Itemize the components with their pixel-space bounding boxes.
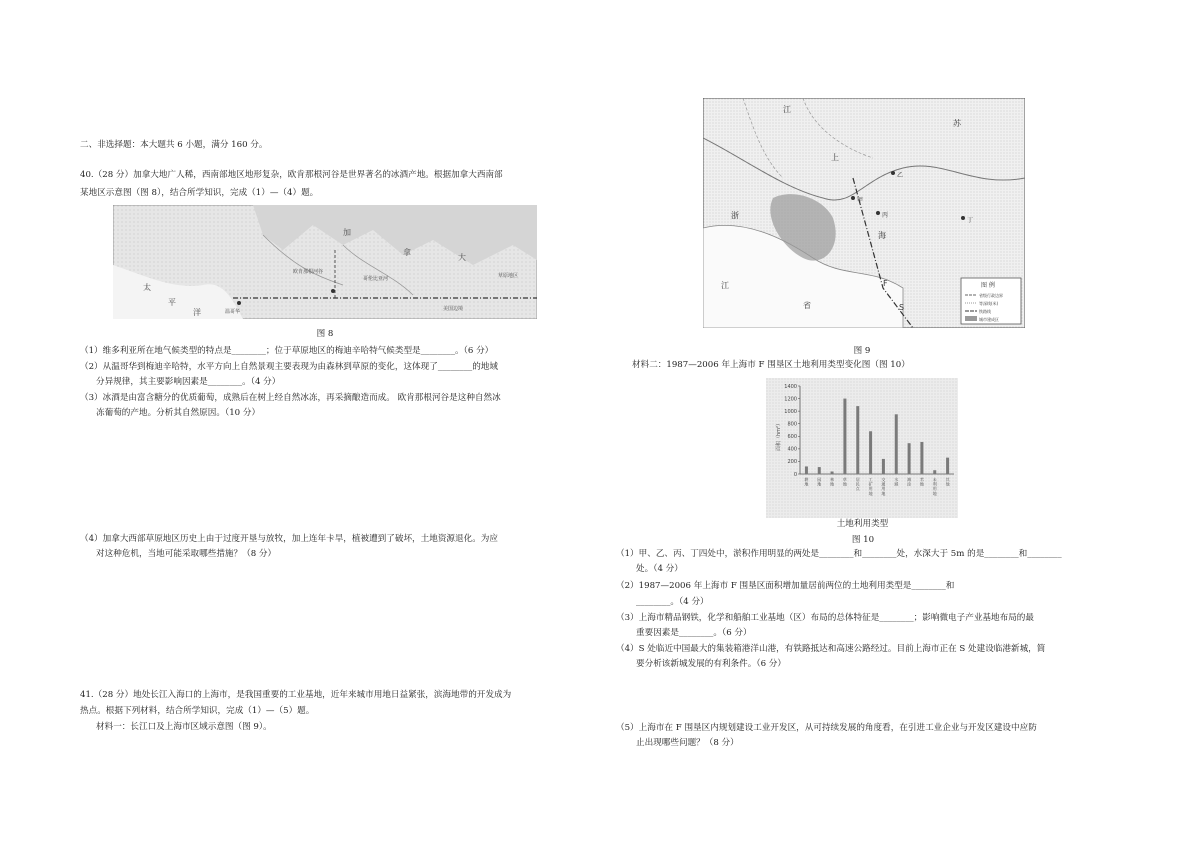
map9-hai: 海 xyxy=(878,231,886,240)
q41-intro-1: 41.（28 分）地处长江入海口的上海市，是我国重要的工业基地，近年来城市用地日益紧张，滨海地带的开发成为 xyxy=(80,690,512,700)
bar xyxy=(882,459,885,474)
q41-q5-line2: 止出现哪些问题？（8 分） xyxy=(636,738,739,748)
map9-legend xyxy=(961,278,1021,324)
section-header: 二、非选择题：本大题共 6 小题，满分 160 分。 xyxy=(80,140,268,150)
bar xyxy=(831,471,834,474)
bar xyxy=(946,458,949,474)
map8-land-a: 加 xyxy=(343,228,351,237)
x-tick-label: 耕地 xyxy=(804,477,809,487)
y-tick-label: 800 xyxy=(787,421,797,428)
x-tick-label: 园地 xyxy=(817,477,822,487)
y-tick-label: 600 xyxy=(787,434,797,441)
y-tick-label: 0 xyxy=(793,471,797,478)
map9-jia: 甲 xyxy=(857,197,864,204)
y-tick-label: 1200 xyxy=(784,396,797,403)
y-tick-label: 1400 xyxy=(784,383,797,390)
bar xyxy=(856,406,859,474)
q40-q3-line1: （3）冰酒是由富含糖分的优质葡萄，成熟后在树上经自然冰冻，再采摘酿造而成。 欧肯那根河谷是这种自然冰 xyxy=(80,393,501,403)
bar xyxy=(933,470,936,474)
q41-q2-line2: ________。（4 分） xyxy=(636,597,709,607)
map8-sea-c: 洋 xyxy=(193,308,201,317)
q41-intro-2: 热点。根据下列材料，结合所学知识，完成（1）—（5）题。 xyxy=(80,706,315,716)
y-tick-label: 200 xyxy=(787,459,797,466)
bar xyxy=(920,442,923,474)
q41-q1-line2: 处。（4 分） xyxy=(636,564,683,574)
x-tick-label: 苇地 xyxy=(919,477,924,487)
map8-land-c: 大 xyxy=(458,253,466,262)
legend-item: 等深线(米) xyxy=(979,301,999,306)
map8-prairie: 草原地区 xyxy=(498,273,519,279)
y-tick-label: 1000 xyxy=(784,408,797,415)
map8-sea-a: 太 xyxy=(143,283,151,292)
figure-10-subtitle: 土地利用类型 xyxy=(836,519,889,529)
q41-q4-line1: （4）S 处临近中国最大的集装箱港洋山港，有铁路抵达和高速公路经过。目前上海市正在 S 处建设临港新城，简 xyxy=(616,644,1046,654)
q41-q2-line1: （2）1987—2006 年上海市 F 围垦区面积增加量居前两位的土地利用类型是________和 xyxy=(616,581,955,591)
x-tick-label: 林地 xyxy=(830,477,835,487)
q41-q4-line2: 要分析该新城发展的有利条件。（6 分） xyxy=(636,659,786,669)
x-tick-label: 未利用地 xyxy=(932,477,937,496)
map8-border: 美国边境 xyxy=(443,306,464,312)
figure-9-caption: 图 9 xyxy=(853,346,871,356)
q40-q1: （1）维多利亚所在地气候类型的特点是________；位于草原地区的梅迪辛哈特气候类型是________。（6 分） xyxy=(80,346,494,356)
map9-s: S xyxy=(899,303,905,312)
x-tick-label: 水域 xyxy=(894,477,899,487)
map8-sea-b: 平 xyxy=(168,298,176,307)
bar xyxy=(818,467,821,474)
q40-q2-line1: （2）从温哥华到梅迪辛哈特，水平方向上自然景观主要表现为由森林到草原的变化，这体现了________的地域 xyxy=(80,362,498,372)
legend-item: 省级行政边界 xyxy=(979,293,1003,298)
figure-10-chart xyxy=(766,378,958,518)
q41-material1: 材料一：长江口及上海市区域示意图（图 9）。 xyxy=(96,722,272,732)
map8-city: 温哥华 xyxy=(225,309,241,315)
legend-item: 城市建成区 xyxy=(979,317,999,322)
bar xyxy=(908,443,911,474)
q40-q3-line2: 冻葡萄的产地。分析其自然原因。（10 分） xyxy=(96,408,261,418)
q40-q4-line2: 对这种危机，当地可能采取哪些措施？（8 分） xyxy=(96,549,277,559)
bar xyxy=(843,399,846,474)
x-tick-label: 居民点 xyxy=(855,477,860,492)
map9-sheng: 省 xyxy=(803,301,811,310)
map9-f: F xyxy=(883,279,888,288)
q40-q2-line2: 分异规律，其主要影响因素是________。（4 分） xyxy=(96,377,281,387)
bar xyxy=(869,431,872,474)
q40-intro-2: 某地区示意图（图 8），结合所学知识，完成（1）—（4）题。 xyxy=(80,188,319,198)
legend-item: 铁路线 xyxy=(979,309,991,314)
map8-land-b: 拿 xyxy=(403,248,411,257)
q40-q4-line1: （4）加拿大西部草原地区历史上由于过度开垦与放牧，加上连年卡旱，植被遭到了破坏，土地资源退化。为应 xyxy=(80,534,498,544)
map9-jiang: 江 xyxy=(783,105,791,114)
bar xyxy=(895,414,898,474)
x-tick-label: 草地 xyxy=(842,477,847,487)
x-tick-label: 滩涂 xyxy=(907,477,912,487)
figure-8-map xyxy=(113,205,537,319)
y-tick-label: 400 xyxy=(787,446,797,453)
map9-ding: 丁 xyxy=(967,217,974,224)
bar xyxy=(805,466,808,474)
chart-ylabel: 面积（hm²） xyxy=(776,420,782,452)
q40-intro-1: 40.（28 分）加拿大地广人稀，西南部地区地形复杂，欧肯那根河谷是世界著名的冰酒产地。根据加拿大西南部 xyxy=(80,170,503,180)
map8-region: 欧肯那根河谷 xyxy=(293,269,324,275)
q41-q5-line1: （5）上海市在 F 围垦区内规划建设工业开发区，从可持续发展的角度看，在引进工业企业与开发区建设中应防 xyxy=(616,723,1037,733)
q41-q3-line2: 重要因素是________。（6 分） xyxy=(636,628,752,638)
map9-su: 苏 xyxy=(953,119,961,128)
q41-material2: 材料二：1987—2006 年上海市 F 围垦区土地利用类型变化图（图 10） xyxy=(632,360,910,370)
x-tick-label: 工矿用地 xyxy=(868,477,873,496)
map9-yi: 乙 xyxy=(897,172,904,179)
figure-8-caption: 图 8 xyxy=(316,329,334,339)
x-tick-label: 其他 xyxy=(945,477,950,487)
figure-9-map xyxy=(703,98,1025,328)
map9-shang: 上 xyxy=(831,153,839,162)
figure-10-caption: 图 10 xyxy=(851,535,875,545)
map9-zhe: 浙 xyxy=(731,211,739,220)
q41-q3-line1: （3）上海市精品钢铁，化学和船舶工业基地（区）布局的总体特征是________；影响微电子产业基地布局的最 xyxy=(616,613,1034,623)
map9-bing: 丙 xyxy=(882,212,889,219)
legend-title: 图 例 xyxy=(981,282,995,289)
map8-river: 哥伦比亚河 xyxy=(363,276,389,282)
map9-jiang2: 江 xyxy=(721,281,729,290)
q41-q1-line1: （1）甲、乙、丙、丁四处中，淤积作用明显的两处是________和________处，水深大于 5m 的是________和________ xyxy=(616,549,1062,559)
x-tick-label: 交通用地 xyxy=(881,477,886,496)
